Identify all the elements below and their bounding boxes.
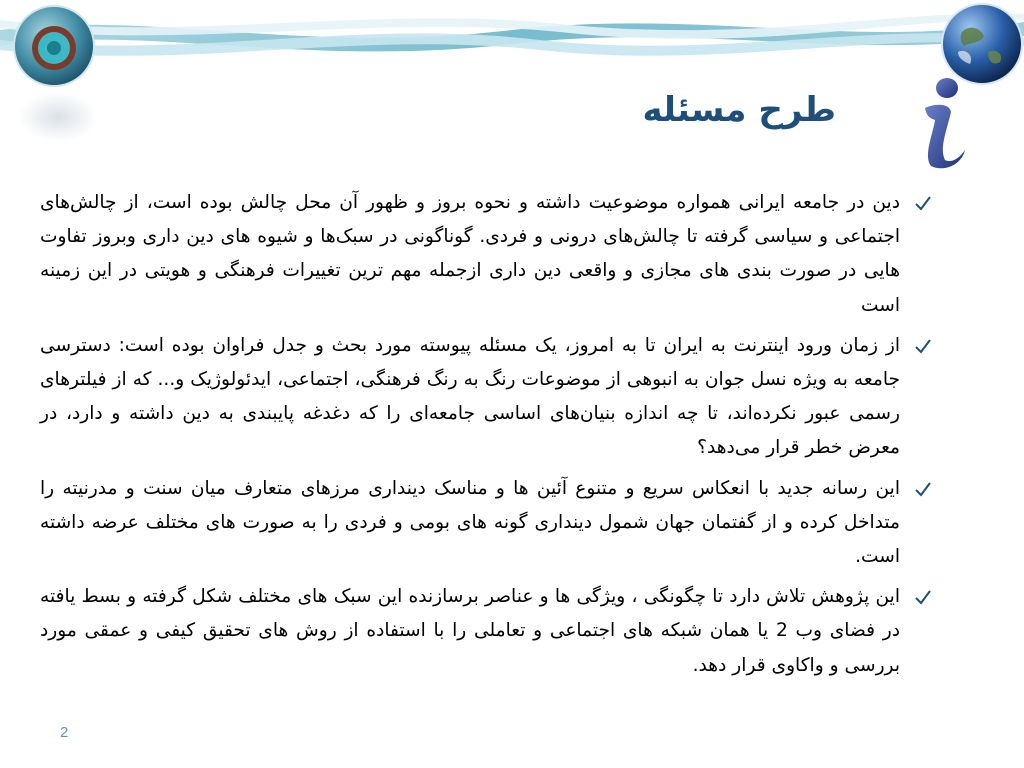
slide-title: طرح مسئله <box>642 90 836 130</box>
bullet-list <box>40 186 932 689</box>
checkmark-icon <box>914 338 932 356</box>
bullet-text: این پژوهش تلاش دارد تا چگونگی ، ویژگی ها و عناصر برسازنده این سبک های مختلف شکل گرفته و بسط یافته در فضای وب 2 یا همان شبکه های اجتماعی و تعاملی را با استفاده از روش های تحقیق کیفی و عمقی مورد بررسی و واکاوی قرار دهد. <box>40 586 900 676</box>
header-wave-banner <box>0 0 1024 80</box>
bullet-item <box>40 472 932 575</box>
checkmark-icon <box>914 195 932 213</box>
turquoise-seal-globe-icon <box>12 4 96 88</box>
checkmark-icon <box>914 589 932 607</box>
bullet-text: این رسانه جدید با انعکاس سریع و متنوع آئین ها و مناسک دینداری مرزهای متعارف میان سنت و مدرنیته را متداخل کرده و از گفتمان جهان شمول دینداری گونه های بومی و فردی را به صورت های مختلف عرضه داشته است. <box>40 477 900 568</box>
page-number: 2 <box>60 724 69 741</box>
bullet-item <box>40 580 932 683</box>
bullet-text: از زمان ورود اینترنت به ایران تا به امروز، یک مسئله پیوسته مورد بحث و جدل فراوان بوده است: دسترسی جامعه به ویژه نسل جوان به انبوهی از موضوعات رنگ به رنگ فرهنگی، اجتماعی، ایدئولوژیک و... که از فیلترهای رسمی عبور نکرده‌اند، تا چه اندازه بنیان‌های اساسی جامعه‌ای را که دغدغه پایبندی به دین داشته و دارد، در معرض خطر قرار می‌دهد؟ <box>40 334 900 459</box>
bullet-text: دین در جامعه ایرانی همواره موضوعیت داشته و نحوه بروز و ظهور آن محل چالش بوده است، از چالش‌های اجتماعی و سیاسی گرفته تا چالش‌های درونی و فردی. گوناگونی در سبک‌ها و شیوه های دین داری وبروز تفاوت هایی در صورت بندی های مجازی و واقعی دین داری ازجمله مهم ترین تغییرات فرهنگی و هویتی در این زمینه است <box>40 192 900 316</box>
checkmark-icon <box>914 481 932 499</box>
bullet-item <box>40 329 932 466</box>
decorative-shadow <box>18 92 98 142</box>
info-logo-icon <box>895 72 975 172</box>
bullet-item <box>40 186 932 323</box>
